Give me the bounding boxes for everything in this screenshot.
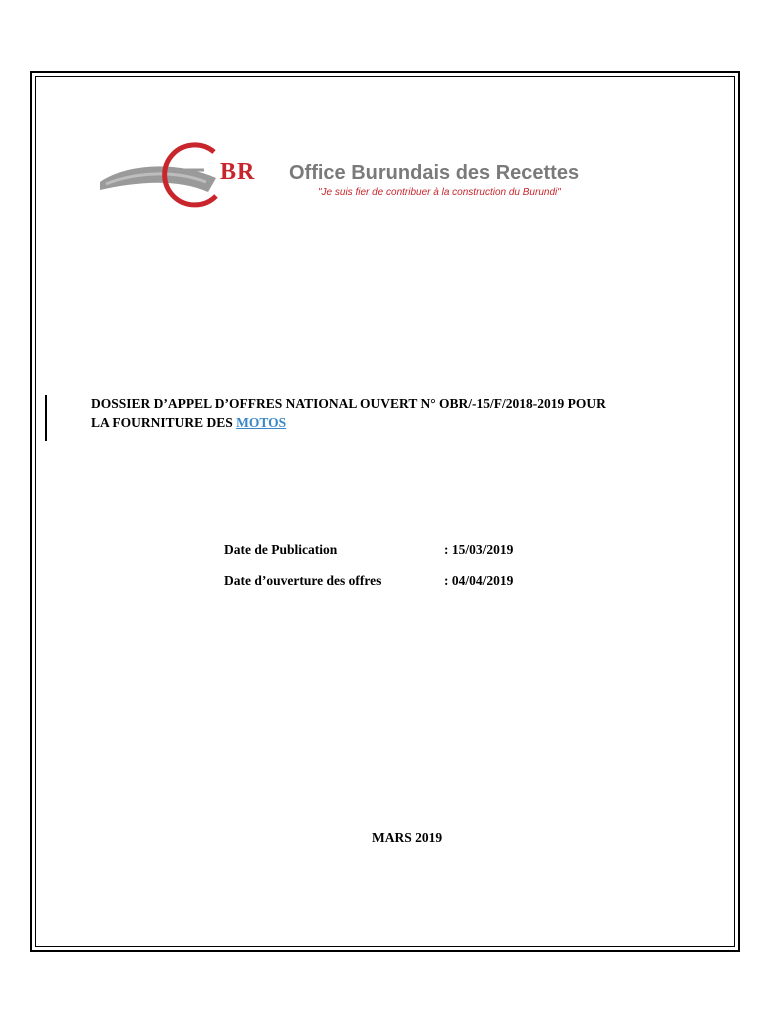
organization-motto: "Je suis fier de contribuer à la construction du Burundi" <box>318 187 561 198</box>
organization-name: Office Burundais des Recettes <box>289 162 580 184</box>
motos-link[interactable]: MOTOS <box>236 415 287 430</box>
logo-swoosh-icon <box>96 134 296 214</box>
document-date: MARS 2019 <box>372 830 443 845</box>
title-line-2 <box>91 413 691 432</box>
publication-date-value: : 15/03/2019 <box>444 542 514 557</box>
revision-bar <box>45 395 47 441</box>
publication-date-label: Date de Publication <box>224 542 338 557</box>
title-line-1: DOSSIER D’APPEL D’OFFRES NATIONAL OUVERT N° OBR/-15/F/2018-2019 POUR <box>91 396 606 411</box>
opening-date-value: : 04/04/2019 <box>444 573 514 588</box>
logo-letters: BR <box>220 159 256 185</box>
obr-logo <box>96 134 656 214</box>
document-title <box>91 394 691 432</box>
opening-date-label: Date d’ouverture des offres <box>224 573 382 588</box>
title-line-2-text: LA FOURNITURE DES <box>91 415 237 430</box>
